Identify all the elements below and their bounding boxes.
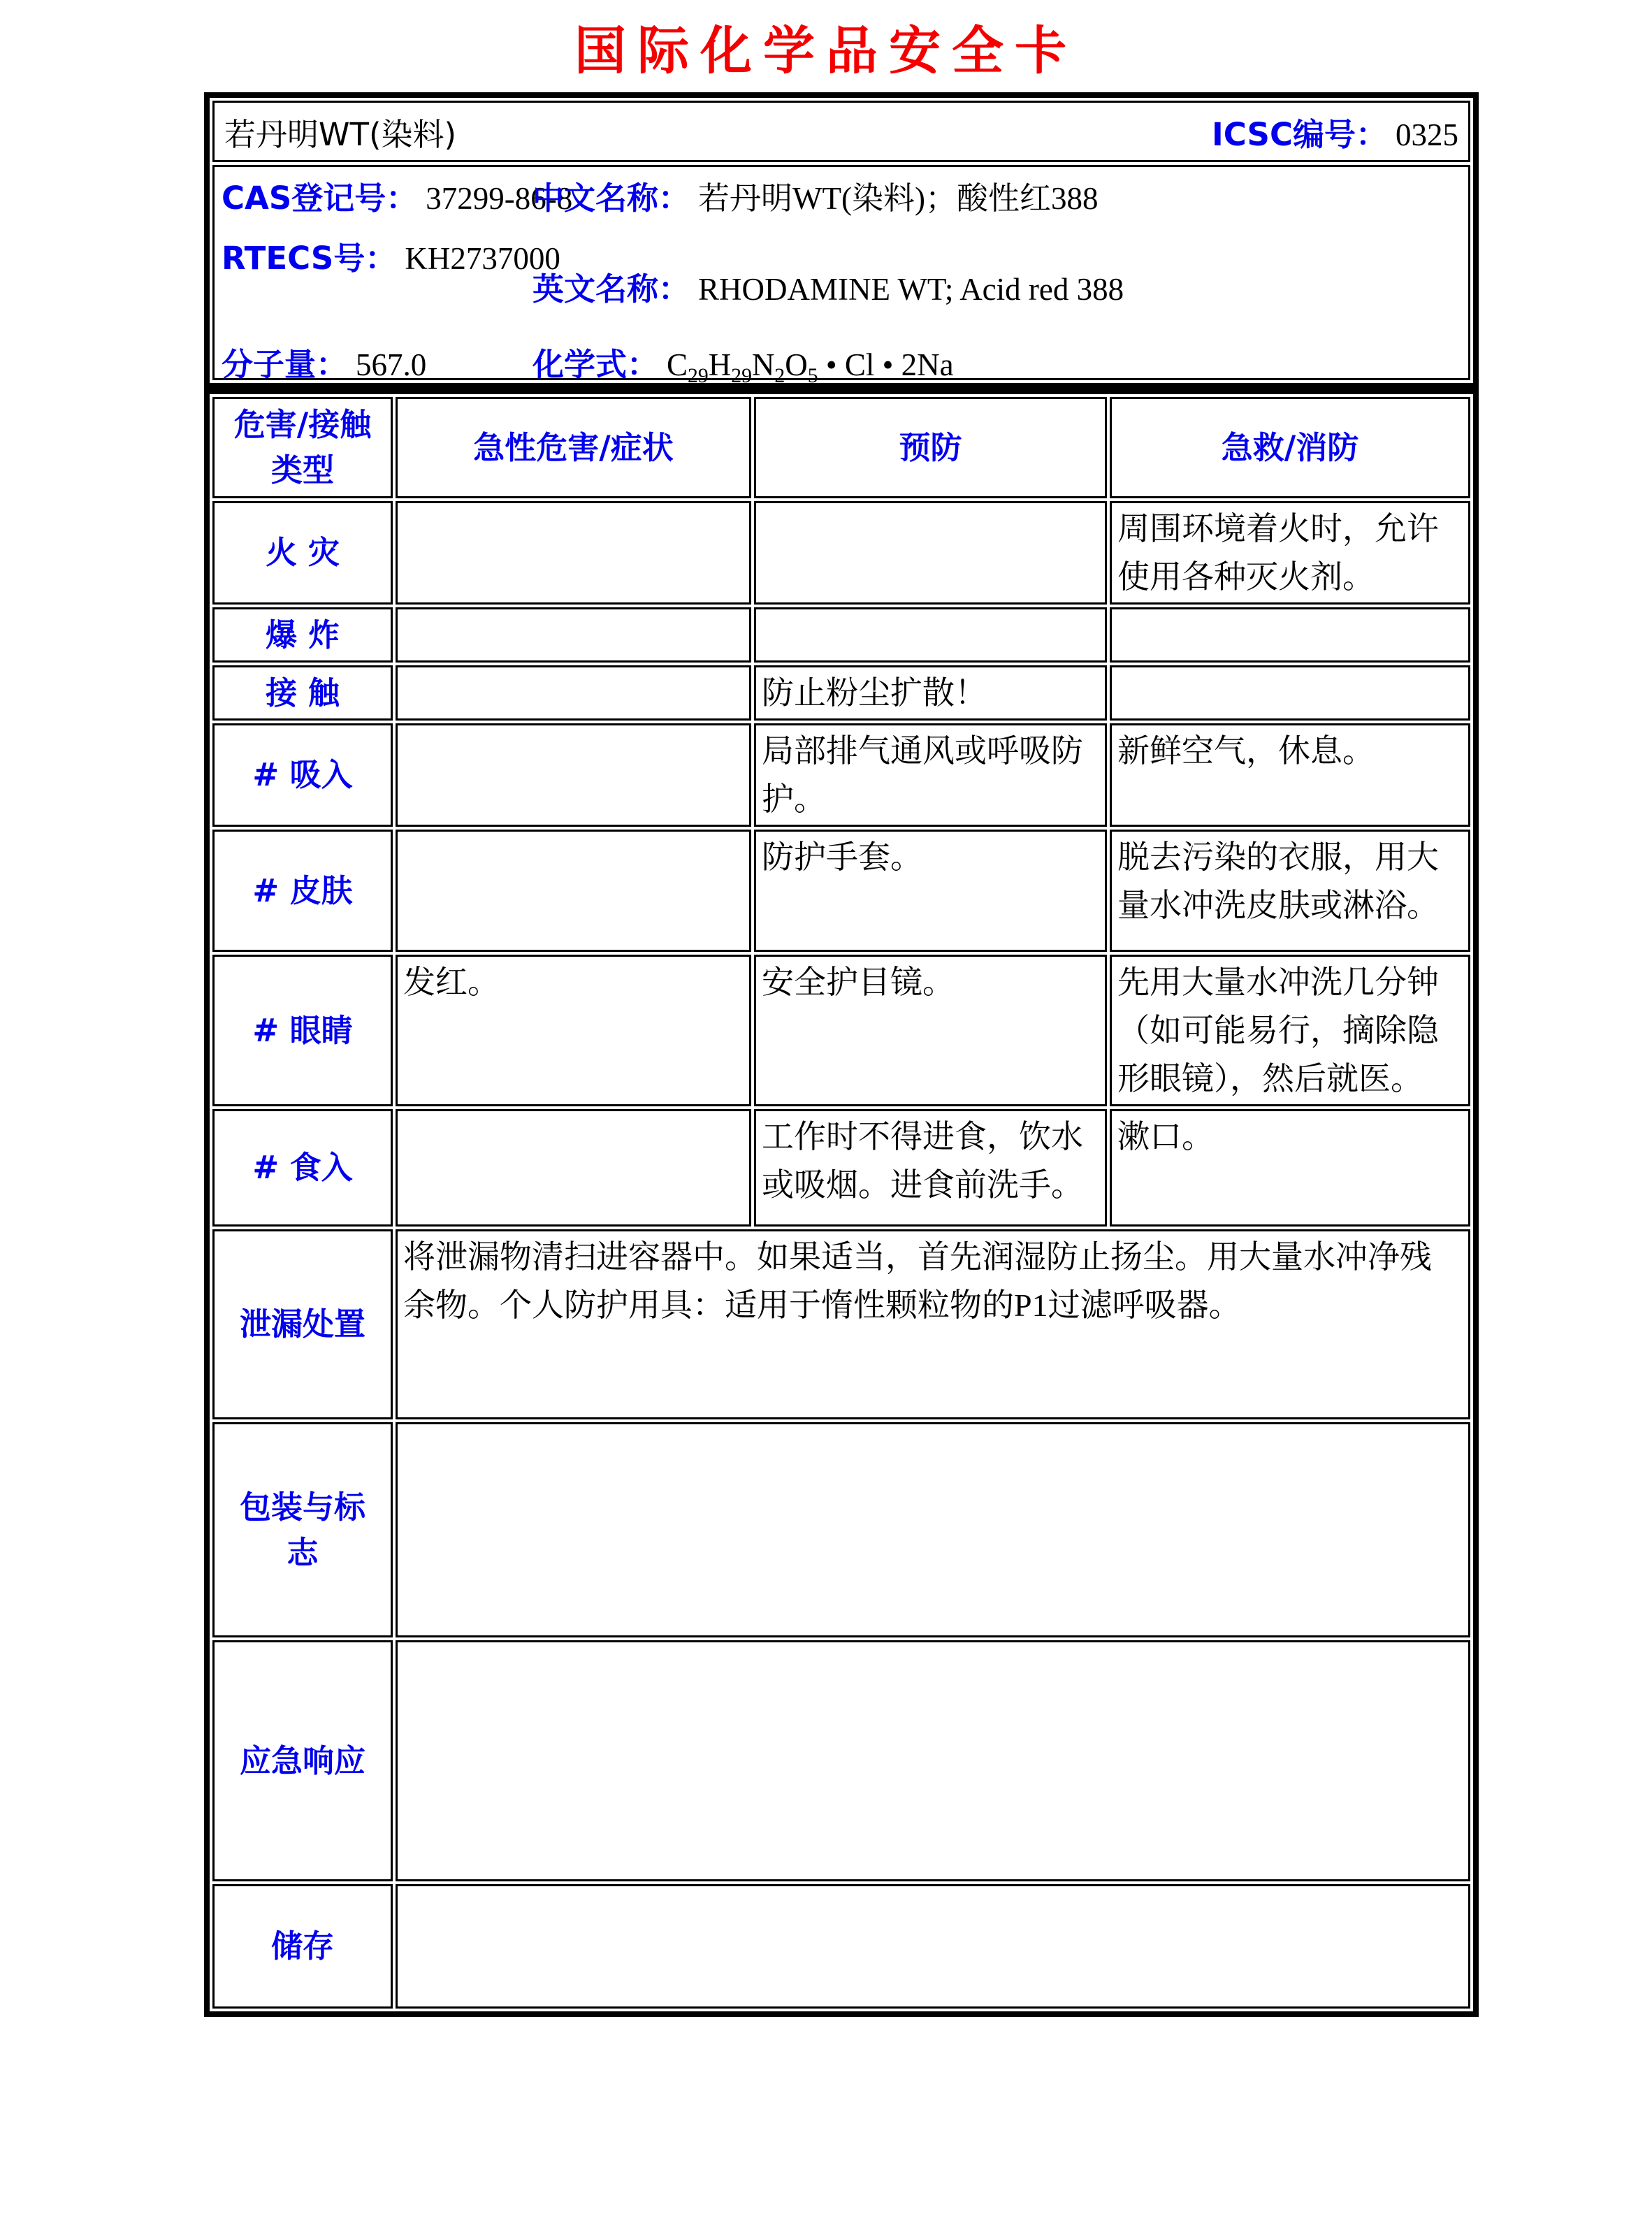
row-storage	[212, 1884, 1470, 2009]
emergency-response-label: 应急响应	[212, 1640, 393, 1881]
emergency-response-content-cell	[396, 1640, 1470, 1881]
icsc-card	[204, 92, 1479, 2017]
molecular-weight-line	[222, 339, 532, 384]
rtecs-number-label: RTECS号：	[222, 240, 397, 277]
fire-label: 火 灾	[212, 501, 393, 605]
row-packaging-labelling	[212, 1422, 1470, 1637]
row-skin	[212, 830, 1470, 952]
row-spillage	[212, 1229, 1470, 1419]
row-eyes	[212, 955, 1470, 1106]
rtecs-number-line	[222, 233, 560, 278]
inhalation-prevention-cell: 局部排气通风或呼吸防护。	[754, 723, 1107, 827]
skin-prevention-cell: 防护手套。	[754, 830, 1107, 952]
packaging-content-cell	[396, 1422, 1470, 1637]
fire-response-cell: 周围环境着火时，允许使用各种灭火剂。	[1110, 501, 1470, 605]
chinese-name-label: 中文名称：	[532, 180, 690, 217]
hazard-table	[204, 389, 1479, 2017]
english-name-value: RHODAMINE WT; Acid red 388	[698, 271, 1124, 307]
cas-number-label: CAS登记号：	[222, 180, 418, 217]
identifiers-row	[212, 165, 1470, 387]
identification-table	[204, 92, 1479, 389]
eyes-prevention-cell: 安全护目镜。	[754, 955, 1107, 1106]
eyes-symptoms-cell: 发红。	[396, 955, 751, 1106]
header-prevention: 预防	[754, 397, 1107, 498]
chemical-formula-value: $C_{29}H_{29}N_2O_5$ • Cl • 2Na	[667, 347, 954, 387]
chinese-name-line	[532, 173, 1468, 218]
eyes-response-cell: 先用大量水冲洗几分钟（如可能易行，摘除隐形眼镜），然后就医。	[1110, 955, 1470, 1106]
substance-name: 若丹明WT(染料)	[224, 115, 457, 153]
chinese-name-value: 若丹明WT(染料)；酸性红388	[698, 181, 1099, 216]
cas-number-value: 37299-86-8	[426, 181, 573, 216]
storage-label: 储存	[212, 1884, 393, 2009]
header-acute-symptoms: 急性危害/症状	[396, 397, 751, 498]
skin-symptoms-cell	[396, 830, 751, 952]
header-first-aid-firefighting: 急救/消防	[1110, 397, 1470, 498]
row-fire	[212, 501, 1470, 605]
chemical-formula-line	[532, 339, 1468, 387]
spillage-label: 泄漏处置	[212, 1229, 393, 1419]
substance-title-row	[212, 101, 1470, 162]
packaging-label: 包装与标志	[212, 1422, 393, 1637]
inhalation-symptoms-cell	[396, 723, 751, 827]
exposure-response-cell	[1110, 665, 1470, 721]
row-ingestion	[212, 1109, 1470, 1227]
skin-label: # 皮肤	[212, 830, 393, 952]
rtecs-number-value: KH2737000	[405, 241, 560, 276]
chemical-formula-label: 化学式：	[532, 346, 659, 383]
row-explosion	[212, 607, 1470, 663]
english-name-label: 英文名称：	[532, 270, 690, 308]
row-exposure	[212, 665, 1470, 721]
fire-symptoms-cell	[396, 501, 751, 605]
icsc-number-group	[1212, 109, 1458, 154]
page-title: 国际化学品安全卡	[574, 21, 1078, 81]
explosion-symptoms-cell	[396, 607, 751, 663]
icsc-number-value: 0325	[1396, 117, 1458, 152]
spillage-content-cell: 将泄漏物清扫进容器中。如果适当，首先润湿防止扬尘。用大量水冲净残余物。个人防护用具：适用于惰性颗粒物的P1过滤呼吸器。	[396, 1229, 1470, 1419]
molecular-weight-label: 分子量：	[222, 346, 348, 383]
eyes-label: # 眼睛	[212, 955, 393, 1106]
explosion-response-cell	[1110, 607, 1470, 663]
ingestion-symptoms-cell	[396, 1109, 751, 1227]
inhalation-response-cell: 新鲜空气，休息。	[1110, 723, 1470, 827]
ingestion-label: # 食入	[212, 1109, 393, 1227]
row-emergency-response	[212, 1640, 1470, 1881]
storage-content-cell	[396, 1884, 1470, 2009]
exposure-label: 接 触	[212, 665, 393, 721]
identifiers-grid	[215, 167, 1468, 387]
skin-response-cell: 脱去污染的衣服，用大量水冲洗皮肤或淋浴。	[1110, 830, 1470, 952]
fire-prevention-cell	[754, 501, 1107, 605]
inhalation-label: # 吸入	[212, 723, 393, 827]
english-name-line	[532, 263, 1468, 309]
exposure-symptoms-cell	[396, 665, 751, 721]
hazard-header-row	[212, 397, 1470, 498]
exposure-prevention-cell: 防止粉尘扩散！	[754, 665, 1107, 721]
explosion-prevention-cell	[754, 607, 1107, 663]
row-inhalation	[212, 723, 1470, 827]
ingestion-prevention-cell: 工作时不得进食，饮水或吸烟。进食前洗手。	[754, 1109, 1107, 1227]
molecular-weight-value: 567.0	[356, 347, 427, 382]
header-hazard-type: 危害/接触类型	[212, 397, 393, 498]
cas-number-line	[222, 173, 573, 218]
icsc-number-label: ICSC编号：	[1211, 115, 1387, 153]
explosion-label: 爆 炸	[212, 607, 393, 663]
ingestion-response-cell: 漱口。	[1110, 1109, 1470, 1227]
